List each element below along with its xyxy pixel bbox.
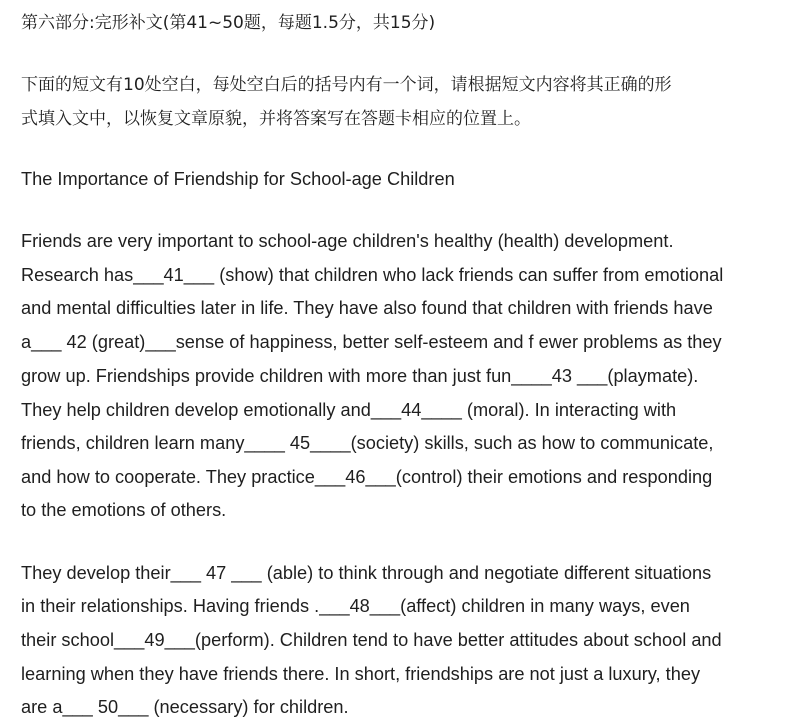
paragraph-1-line-5: grow up. Friendships provide children with more than just fun____43 ___(playmate).: [21, 366, 699, 386]
paragraph-1-line-1: Friends are very important to school-age children's healthy (health) development.: [21, 231, 674, 251]
paragraph-1-line-4: a___ 42 (great)___sense of happiness, better self-esteem and f ewer problems as they: [21, 332, 722, 352]
paragraph-2-line-3: their school___49___(perform). Children tend to have better attitudes about school and: [21, 630, 722, 650]
paragraph-1-line-8: and how to cooperate. They practice___46___(control) their emotions and responding: [21, 467, 713, 487]
paragraph-1-line-7: friends, children learn many____ 45____(society) skills, such as how to communicate,: [21, 433, 714, 453]
paragraph-2-line-5: are a___ 50___ (necessary) for children.: [21, 697, 349, 717]
paragraph-2-line-4: learning when they have friends there. In short, friendships are not just a luxury, they: [21, 664, 701, 684]
paragraph-2-line-1: They develop their___ 47 ___ (able) to think through and negotiate different situations: [21, 563, 712, 583]
section-heading: 第六部分:完形补文(第41~50题，每题1.5分，共15分): [21, 13, 436, 33]
passage-title: The Importance of Friendship for School-age Children: [21, 169, 455, 189]
instructions-line-1: 下面的短文有10处空白，每处空白后的括号内有一个词，请根据短文内容将其正确的形: [21, 75, 672, 95]
paragraph-1-line-9: to the emotions of others.: [21, 500, 227, 520]
paragraph-1-line-3: and mental difficulties later in life. They have also found that children with friends have: [21, 298, 713, 318]
paragraph-2-line-2: in their relationships. Having friends .___48___(affect) children in many ways, even: [21, 596, 690, 616]
paragraph-1-line-6: They help children develop emotionally and___44____ (moral). In interacting with: [21, 400, 677, 420]
instructions-line-2: 式填入文中，以恢复文章原貌，并将答案写在答题卡相应的位置上。: [21, 109, 531, 129]
paragraph-1-line-2: Research has___41___ (show) that children who lack friends can suffer from emotional: [21, 265, 724, 285]
